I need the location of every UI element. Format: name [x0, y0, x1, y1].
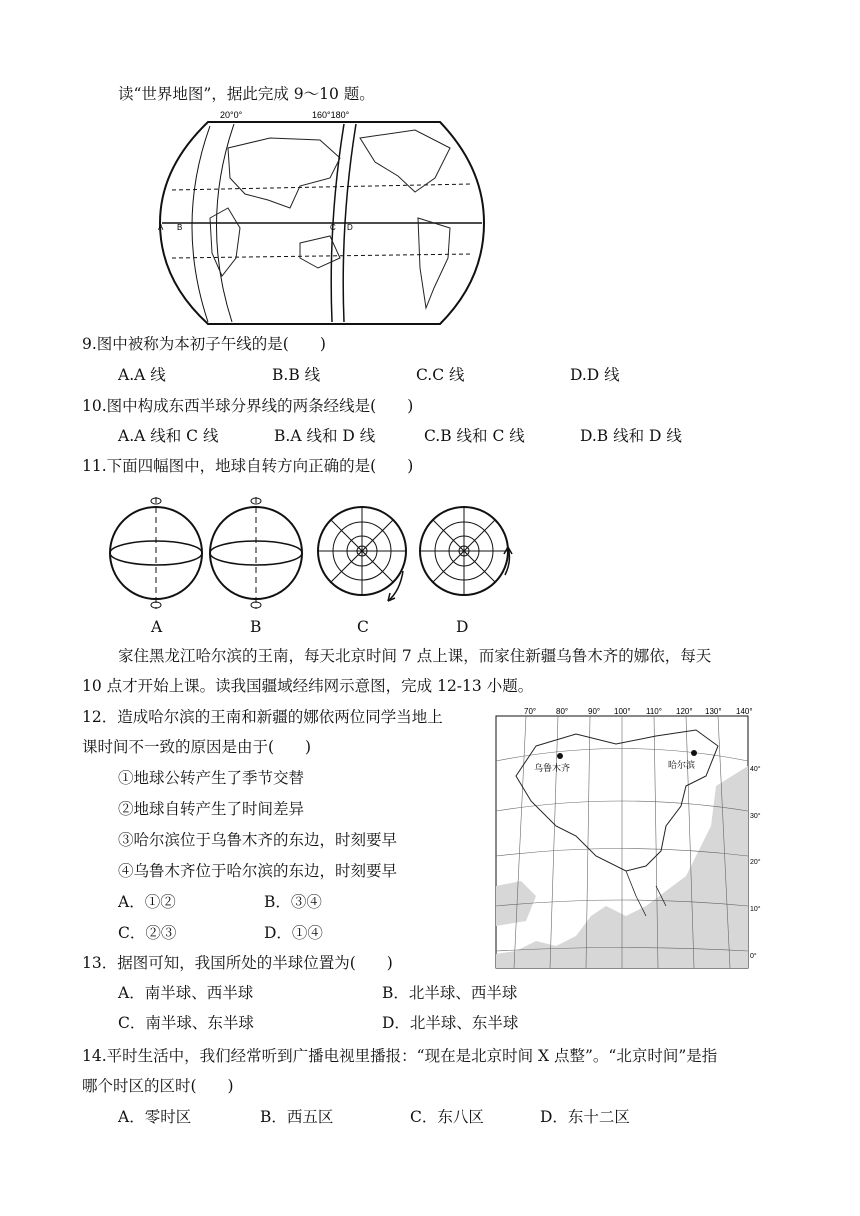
q12-option-c[interactable]: C．②③ — [118, 924, 177, 942]
polar-view-c-figure — [318, 507, 406, 601]
q14-option-b[interactable]: B．西五区 — [260, 1108, 334, 1126]
q14-option-d[interactable]: D．东十二区 — [540, 1108, 630, 1126]
intro-9-10: 读“世界地图”，据此完成 9～10 题。 — [118, 85, 375, 103]
q12-statement-4: ④乌鲁木齐位于哈尔滨的东边，时刻要早 — [118, 862, 398, 880]
globe-a-figure — [110, 497, 202, 609]
world-map-top-label: 160°180° — [312, 110, 350, 120]
q11-stem: 11.下面四幅图中，地球自转方向正确的是( ) — [82, 457, 414, 475]
q12-option-d[interactable]: D．①④ — [264, 924, 323, 942]
lon-label: 100° — [614, 707, 631, 716]
q14-option-a[interactable]: A．零时区 — [118, 1108, 192, 1126]
q9-option-a[interactable]: A.A 线 — [118, 366, 166, 384]
q12-statement-2: ②地球自转产生了时间差异 — [118, 800, 305, 818]
lon-label: 90° — [588, 707, 601, 716]
q13-option-d[interactable]: D．北半球、东半球 — [382, 1014, 519, 1032]
q13-option-b[interactable]: B．北半球、西半球 — [382, 984, 518, 1002]
city-label-urumqi: 乌鲁木齐 — [534, 763, 571, 773]
q9-option-d[interactable]: D.D 线 — [570, 366, 620, 384]
q13-option-a[interactable]: A．南半球、西半球 — [118, 984, 254, 1002]
q9-option-b[interactable]: B.B 线 — [272, 366, 321, 384]
q12-stem-line2: 课时间不一致的原因是由于( ) — [82, 738, 312, 756]
lat-label: 10° — [750, 906, 761, 913]
q9-option-c[interactable]: C.C 线 — [416, 366, 465, 384]
lat-label: 40° — [750, 766, 761, 773]
china-map-figure — [496, 706, 764, 970]
q10-option-d[interactable]: D.B 线和 D 线 — [580, 427, 682, 445]
lat-label: 30° — [750, 813, 761, 820]
line-label: B — [177, 223, 183, 232]
lon-label: 140° — [736, 707, 753, 716]
line-label: A — [158, 223, 164, 232]
q13-option-c[interactable]: C．南半球、东半球 — [118, 1014, 254, 1032]
q14-option-c[interactable]: C．东八区 — [410, 1108, 484, 1126]
intro-12-13-line2: 10 点才开始上课。读我国疆域经纬网示意图，完成 12-13 小题。 — [82, 677, 534, 695]
q10-option-c[interactable]: C.B 线和 C 线 — [424, 427, 525, 445]
line-label: C — [330, 223, 336, 232]
polar-view-d-figure — [420, 507, 512, 595]
urumqi-marker — [557, 753, 563, 759]
line-label: D — [347, 223, 353, 232]
lon-label: 120° — [676, 707, 693, 716]
lon-label: 110° — [646, 707, 662, 716]
q9-stem: 9.图中被称为本初子午线的是( ) — [82, 335, 326, 353]
q12-stem-line1: 12．造成哈尔滨的王南和新疆的娜依两位同学当地上 — [82, 708, 443, 726]
q12-option-a[interactable]: A．①② — [118, 893, 176, 911]
q12-statement-3: ③哈尔滨位于乌鲁木齐的东边，时刻要早 — [118, 831, 398, 849]
q13-stem: 13．据图可知，我国所处的半球位置为( ) — [82, 954, 393, 972]
city-label-harbin: 哈尔滨 — [668, 760, 696, 770]
lon-label: 80° — [556, 707, 569, 716]
lon-label: 130° — [705, 707, 722, 716]
lon-label: 70° — [524, 707, 537, 716]
q12-statement-1: ①地球公转产生了季节交替 — [118, 769, 305, 787]
q14-stem-line1: 14.平时生活中，我们经常听到广播电视里播报：“现在是北京时间 X 点整”。“北京时间”是指 — [82, 1047, 718, 1065]
q12-option-b[interactable]: B．③④ — [264, 893, 322, 911]
q14-stem-line2: 哪个时区的区时( ) — [82, 1077, 234, 1095]
world-map-top-label: 20°0° — [220, 110, 243, 120]
world-map-figure — [150, 108, 495, 330]
q10-stem: 10.图中构成东西半球分界线的两条经线是( ) — [82, 397, 414, 415]
figure-label-a: A — [151, 618, 163, 636]
figure-label-d: D — [456, 618, 469, 636]
intro-12-13-line1: 家住黑龙江哈尔滨的王南，每天北京时间 7 点上课，而家住新疆乌鲁木齐的娜依，每天 — [118, 647, 712, 665]
figure-label-b: B — [250, 618, 262, 636]
q10-option-a[interactable]: A.A 线和 C 线 — [118, 427, 219, 445]
lat-label: 20° — [750, 859, 761, 866]
rotation-figures — [100, 495, 530, 635]
globe-b-figure — [210, 497, 302, 609]
harbin-marker — [691, 750, 697, 756]
figure-label-c: C — [357, 618, 369, 636]
lat-label: 0° — [750, 953, 757, 960]
q10-option-b[interactable]: B.A 线和 D 线 — [274, 427, 376, 445]
